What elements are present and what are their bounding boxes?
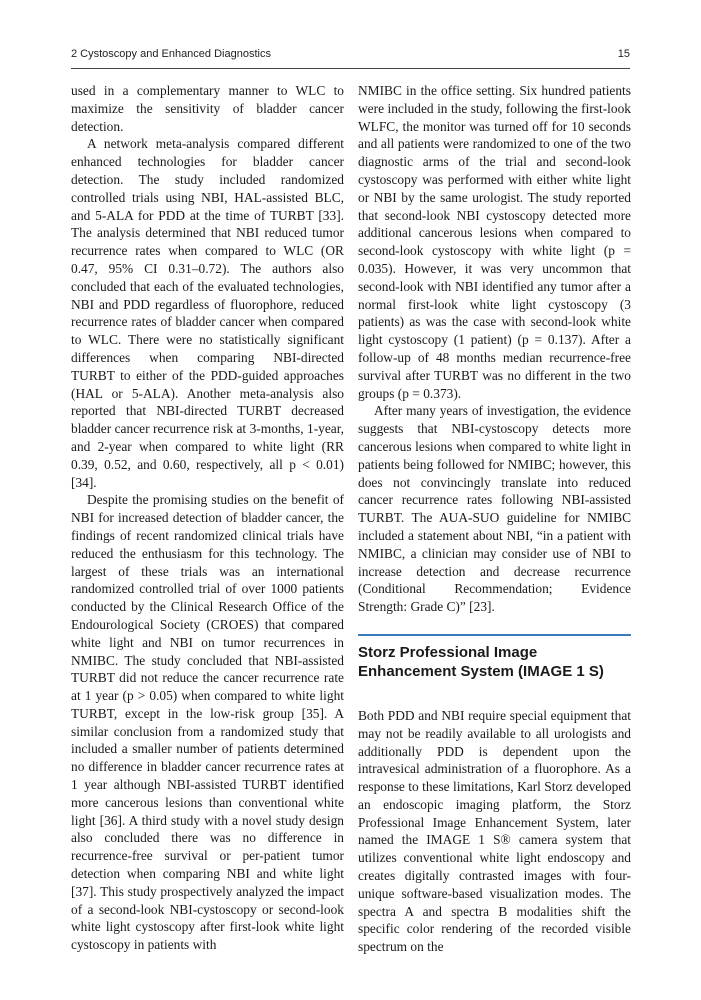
paragraph: used in a complementary manner to WLC to maximize the sensitivity of bladder cancer detection. bbox=[71, 83, 344, 134]
section-divider bbox=[358, 634, 631, 636]
section-spacer bbox=[358, 681, 631, 707]
header-divider bbox=[71, 68, 630, 69]
chapter-title: 2 Cystoscopy and Enhanced Diagnostics bbox=[71, 48, 271, 60]
page-number: 15 bbox=[617, 48, 630, 60]
paragraph: A network meta-analysis compared different enhanced technologies for bladder cancer detection. The study included randomized controlled trials using NBI, HAL-assisted BLC, and 5-ALA for PDD at the time of TURBT [33]. The analysis determined that NBI reduced tumor recurrence rates when compared to WLC (OR 0.47, 95% CI 0.31–0.72). The authors also concluded that each of the evaluated technologies, NBI and PDD regardless of fluorophore, reduced recurrence rates of bladder cancer when compared to WLC. There were no statistically significant differences when comparing NBI-directed TURBT to either of the PDD-guided approaches (HAL or 5-ALA). Another meta-analysis also reported that NBI-directed TURBT decreased bladder cancer recurrence risk at 3-months, 1-year, and 2-year when compared to white light (RR 0.39, 0.52, and 0.60, respectively, all p < 0.01) [34]. bbox=[71, 136, 344, 490]
right-column bbox=[358, 82, 631, 956]
section-heading: Storz Professional Image Enhancement System (IMAGE 1 S) bbox=[358, 643, 604, 680]
left-column bbox=[71, 82, 344, 954]
paragraph: After many years of investigation, the evidence suggests that NBI-cystoscopy detects more cancerous lesions when compared to white light in patients being followed for NMIBC; however, this does not convincingly translate into reduced cancer recurrence rates following NBI-assisted TURBT. The AUA-SUO guideline for NMIBC included a statement about NBI, “in a patient with NMIBC, a clinician may consider use of NBI to increase detection and decrease recurrence (Conditional Recommendation; Evidence Strength: Grade C)” [23]. bbox=[358, 403, 631, 615]
paragraph: NMIBC in the office setting. Six hundred patients were included in the study, following the first-look WLFC, the monitor was turned off for 10 seconds and all patients were randomized to one of the two diagnostic arms of the trial and second-look cystoscopy was performed with either white light or NBI by the same urologist. The study reported that second-look NBI cystoscopy detected more additional cancerous lesions when compared to second-look cystoscopy with white light (p = 0.035). However, it was very uncommon that second-look with NBI identified any tumor after a normal first-look white light cystoscopy (3 patients) as was the case with second-look white light cystoscopy (1 patient) (p = 0.137). After a follow-up of 48 months median recurrence-free survival after TURBT was no different in the two groups (p = 0.373). bbox=[358, 83, 631, 401]
running-header bbox=[71, 48, 630, 66]
paragraph: Despite the promising studies on the benefit of NBI for increased detection of bladder cancer, the findings of recent randomized clinical trials have reduced the enthusiasm for this technology. The largest of these trials was an international randomized controlled trial of over 1000 patients conducted by the Clinical Research Office of the Endourological Society (CROES) that compared white light and NBI on tumor recurrences in NMIBC. The study concluded that NBI-assisted TURBT did not reduce the cancer recurrence rate at 1 year (p > 0.05) when compared to white light TURBT, except in the low-risk group [35]. A similar conclusion from a randomized study that included a smaller number of patients determined no difference in bladder cancer recurrence rates at 1 year although NBI-assisted TURBT identified more cancerous lesions than conventional white light [36]. A third study with a novel study design also concluded there was no difference in recurrence-free survival or per-patient tumor detection when comparing NBI and white light [37]. This study prospectively analyzed the impact of a second-look NBI-cystoscopy or second-look white light cystoscopy after first-look white light cystoscopy in patients with bbox=[71, 492, 344, 953]
paragraph: Both PDD and NBI require special equipment that may not be readily available to all urologists and additionally PDD is dependent upon the intravesical administration of a fluorophore. As a response to these limitations, Karl Storz developed an endoscopic imaging platform, the Storz Professional Image Enhancement System, later named the IMAGE 1 S® camera system that utilizes conventional white light endoscopy and creates digitally contrasted images with four-unique software-based visualization modes. The spectra A and spectra B modalities shift the specific color rendering of the recorded visible spectrum on the bbox=[358, 707, 631, 955]
